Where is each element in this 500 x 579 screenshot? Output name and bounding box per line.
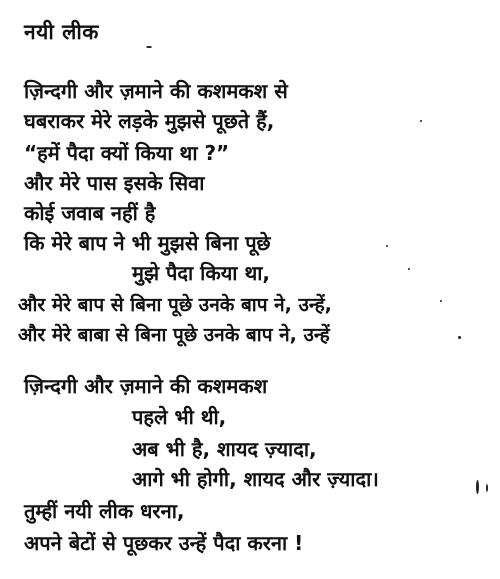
poem-line: मुझे पैदा किया था, xyxy=(132,261,271,285)
poem-line: “हमें पैदा क्यों किया था ?” xyxy=(24,141,230,165)
poem-line: घबराकर मेरे लड़के मुझसे पूछते हैं, xyxy=(24,109,275,133)
scan-speck xyxy=(440,300,442,302)
scan-speck xyxy=(486,484,488,492)
scan-speck xyxy=(458,336,461,339)
scan-speck xyxy=(386,245,388,247)
poem-line: कि मेरे बाप ने भी मुझसे बिना पूछे xyxy=(24,231,271,255)
poem-line: ज़िन्दगी और ज़माने की कशमकश xyxy=(24,374,268,398)
poem-title: नयी लीक xyxy=(24,20,99,44)
poem-line: अपने बेटों से पूछकर उन्हें पैदा करना ! xyxy=(24,531,304,555)
scan-speck xyxy=(408,268,410,270)
poem-line: ज़िन्दगी और ज़माने की कशमकश से xyxy=(24,79,288,103)
poem-line: कोई जवाब नहीं है xyxy=(24,201,156,225)
poem-line: और मेरे बाप से बिना पूछे उनके बाप ने, उन्हें, xyxy=(18,294,332,316)
scan-speck xyxy=(146,46,152,48)
poem-line: अब भी है, शायद ज़्यादा, xyxy=(132,437,317,461)
scan-speck xyxy=(476,480,479,494)
poem-line: और मेरे पास इसके सिवा xyxy=(24,171,205,195)
poem-line: आगे भी होगी, शायद और ज़्यादा। xyxy=(132,467,379,491)
poem-line: और मेरे बाबा से बिना पूछे उनके बाप ने, उन्हें xyxy=(18,324,330,346)
poem-line: पहले भी थी, xyxy=(132,405,227,429)
poem-line: तुम्हीं नयी लीक धरना, xyxy=(24,499,185,523)
scan-speck xyxy=(420,120,422,122)
